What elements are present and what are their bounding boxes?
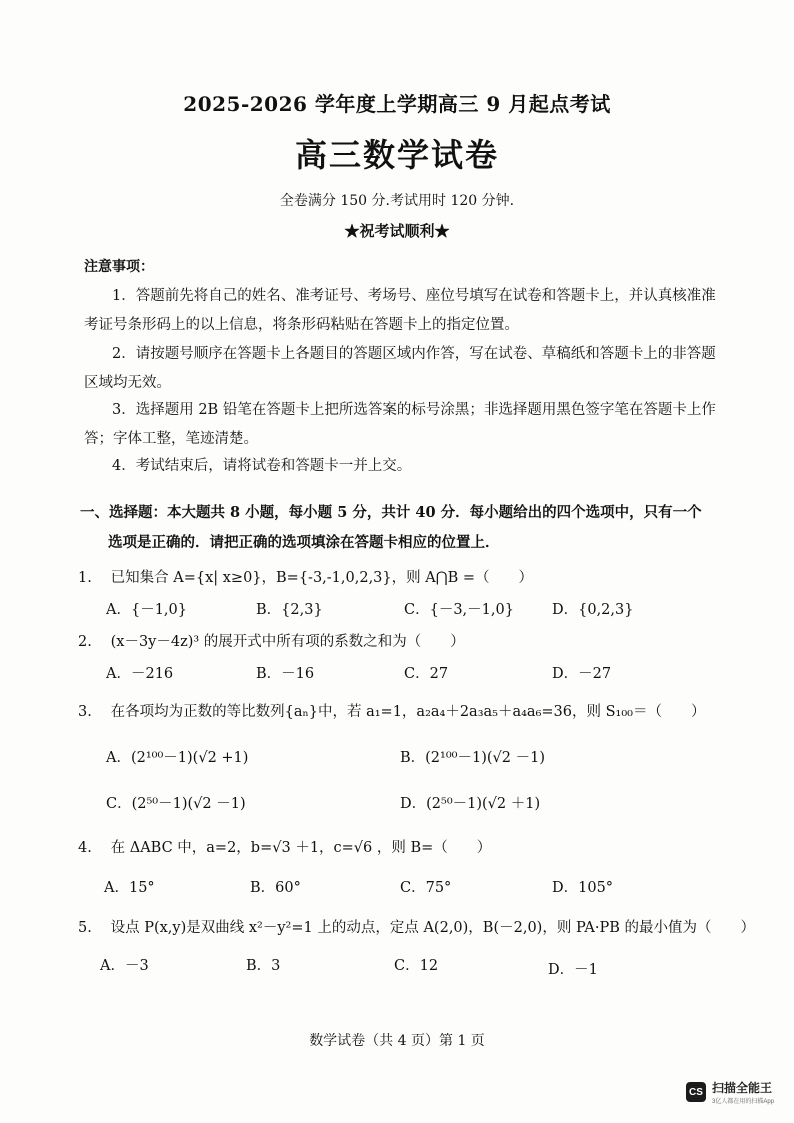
question-number: 2. xyxy=(78,634,92,650)
q2-option-c: C．27 xyxy=(404,666,449,682)
q4-option-d: D．105° xyxy=(552,880,614,896)
q3-option-c: C．(2⁵⁰－1)(√2 －1) xyxy=(106,796,246,812)
question-stem: (x－3y－4z)³ 的展开式中所有项的系数之和为（ ） xyxy=(110,634,465,650)
question-3 xyxy=(78,700,705,721)
question-number: 4. xyxy=(78,840,92,856)
question-2 xyxy=(78,630,465,651)
q2-option-b: B．－16 xyxy=(256,666,315,682)
section-title-line1: 一、选择题：本大题共 8 小题，每小题 5 分，共计 40 分．每小题给出的四个选项中，只有一个 xyxy=(80,504,702,521)
exam-info: 全卷满分 150 分.考试用时 120 分钟. xyxy=(279,193,515,209)
section-title-line2: 选项是正确的．请把正确的选项填涂在答题卡相应的位置上． xyxy=(108,534,500,551)
watermark-name: 扫描全能王 xyxy=(711,1081,772,1095)
exam-session-title: 2025-2026 学年度上学期高三 9 月起点考试 xyxy=(183,92,611,116)
question-number: 3. xyxy=(78,704,92,720)
question-stem: 设点 P(x,y)是双曲线 x²－y²=1 上的动点，定点 A(2,0)，B(－2,0)，则 PA·PB 的最小值为（ ） xyxy=(110,920,755,936)
page-title: 高三数学试卷 xyxy=(294,136,499,174)
blessing-text: ★祝考试顺利★ xyxy=(344,222,450,240)
q5-option-b: B．3 xyxy=(246,958,281,974)
question-stem: 在各项均为正数的等比数列{aₙ}中，若 a₁=1，a₂a₄＋2a₃a₅＋a₄a₆=36，则 S₁₀₀＝（ ） xyxy=(110,704,706,720)
question-number: 1. xyxy=(78,570,92,586)
question-4 xyxy=(78,836,491,857)
q4-option-c: C．75° xyxy=(400,880,452,896)
question-stem: 已知集合 A={x| x≥0}，B={-3,-1,0,2,3}，则 A⋂B =（ ） xyxy=(110,570,534,586)
scanner-watermark xyxy=(686,1079,774,1105)
notice-item-1: 1．答题前先将自己的姓名、准考证号、考场号、座位号填写在试卷和答题卡上，并认真核准准考证号条形码上的以上信息，将条形码粘贴在答题卡上的指定位置。 xyxy=(84,288,716,333)
q2-option-d: D．－27 xyxy=(552,666,612,682)
q5-option-a: A．－3 xyxy=(100,958,149,974)
q3-option-a: A．(2¹⁰⁰－1)(√2 +1) xyxy=(106,750,249,766)
watermark-subtitle: 3亿人都在用的扫描App xyxy=(711,1099,774,1105)
section-heading xyxy=(80,498,720,558)
camscanner-logo-icon: CS xyxy=(686,1082,706,1102)
notice-heading: 注意事项： xyxy=(84,259,154,275)
q5-option-d: D．－1 xyxy=(548,962,598,978)
question-5 xyxy=(78,916,755,937)
page-footer: 数学试卷（共 4 页）第 1 页 xyxy=(309,1033,485,1049)
q1-option-b: B．{2,3} xyxy=(256,602,323,618)
q4-option-b: B．60° xyxy=(250,880,301,896)
q1-option-d: D．{0,2,3} xyxy=(552,602,634,618)
notice-item-2: 2．请按题号顺序在答题卡上各题目的答题区域内作答，写在试卷、草稿纸和答题卡上的非答题区域均无效。 xyxy=(84,346,716,391)
question-stem: 在 ΔABC 中，a=2，b=√3 ＋1，c=√6 ，则 B=（ ） xyxy=(110,840,492,856)
q3-option-b: B．(2¹⁰⁰－1)(√2 －1) xyxy=(400,750,545,766)
question-1 xyxy=(78,566,533,587)
notice-item-3: 3．选择题用 2B 铅笔在答题卡上把所选答案的标号涂黑；非选择题用黑色签字笔在答题卡上作答；字体工整，笔迹清楚。 xyxy=(84,402,716,447)
question-number: 5. xyxy=(78,920,92,936)
q1-option-c: C．{－3,－1,0} xyxy=(404,602,514,618)
notice-item-4: 4．考试结束后，请将试卷和答题卡一并上交。 xyxy=(112,458,412,474)
q1-option-a: A．{－1,0} xyxy=(106,602,187,618)
q2-option-a: A．－216 xyxy=(106,666,174,682)
q3-option-d: D．(2⁵⁰－1)(√2 ＋1) xyxy=(400,796,541,812)
q5-option-c: C．12 xyxy=(394,958,439,974)
q4-option-a: A．15° xyxy=(104,880,155,896)
